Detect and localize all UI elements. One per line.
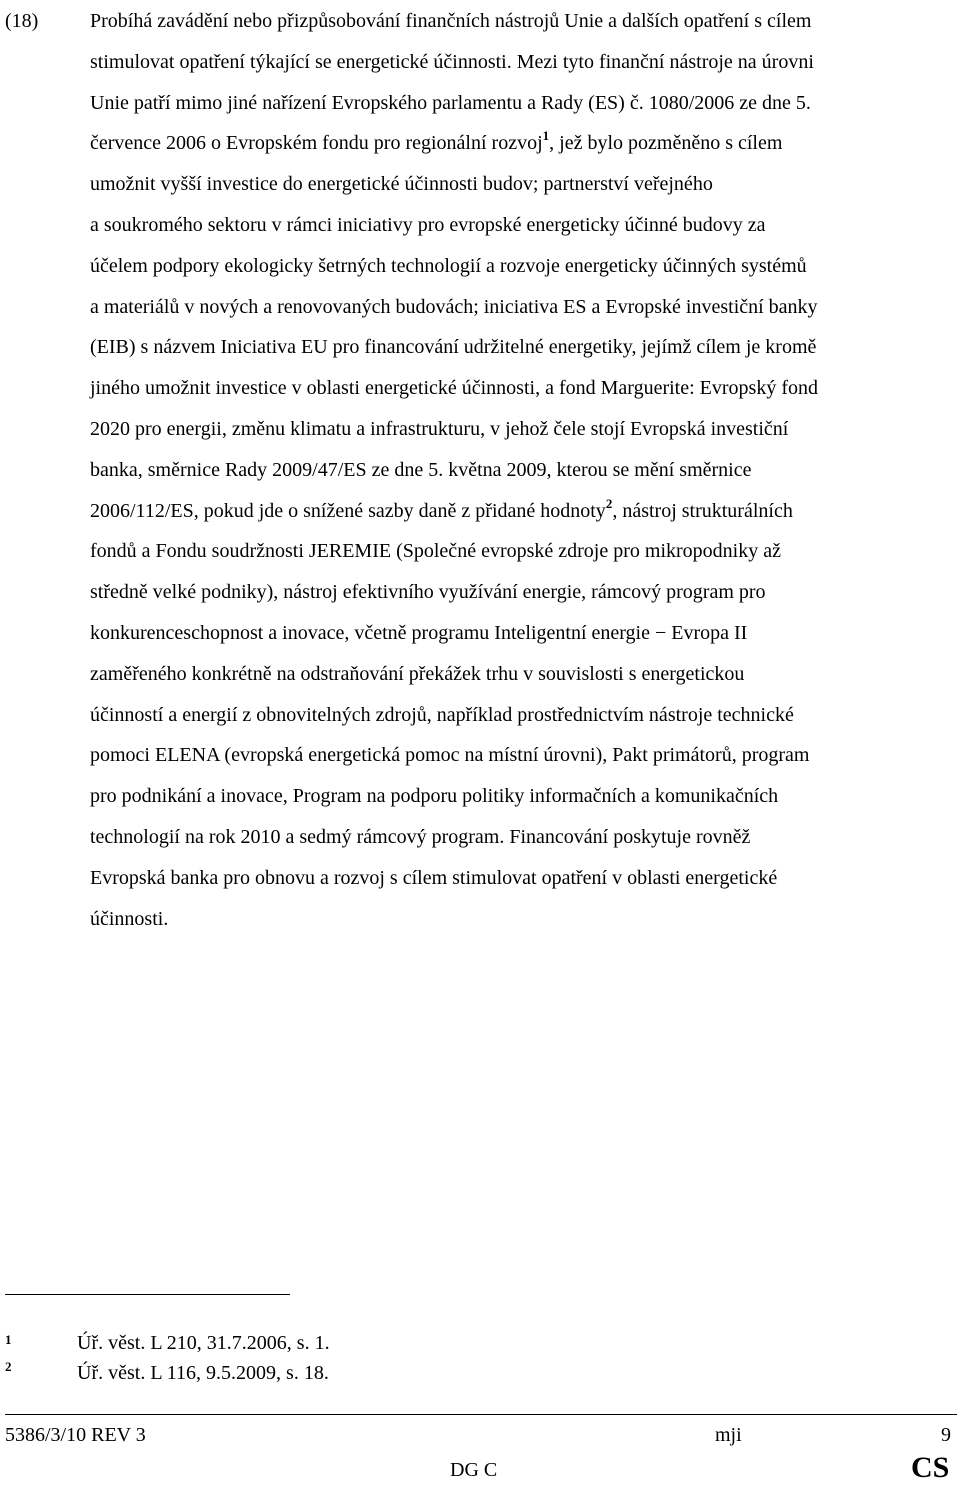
author-initials: mji [715, 1424, 742, 1446]
paragraph-line-tail: , jež bylo pozměněno s cílem [549, 132, 783, 155]
paragraph-line: středně velké podniky), nástroj efektivního využívání energie, rámcový program pro [90, 581, 766, 604]
paragraph-line-text: července 2006 o Evropském fondu pro regionální rozvoj [90, 132, 543, 155]
page-number: 9 [941, 1424, 951, 1446]
paragraph-line: Evropská banka pro obnovu a rozvoj s cílem stimulovat opatření v oblasti energetické [90, 866, 778, 889]
footnote-mark: 1 [5, 1332, 12, 1347]
paragraph-line: fondů a Fondu soudržnosti JEREMIE (Společné evropské zdroje pro mikropodniky až [90, 540, 781, 563]
directorate-general: DG C [450, 1459, 498, 1481]
paragraph-line: 2020 pro energii, změnu klimatu a infrastrukturu, v jehož čele stojí Evropská investiční [90, 417, 789, 440]
paragraph-line: Probíhá zavádění nebo přizpůsobování finančních nástrojů Unie a dalších opatření s cílem [90, 10, 812, 32]
paragraph-line: a soukromého sektoru v rámci iniciativy pro evropské energeticky účinné budovy za [90, 213, 766, 236]
paragraph-line: stimulovat opatření týkající se energetické účinnosti. Mezi tyto finanční nástroje na úrovni [90, 50, 814, 73]
paragraph-line [90, 123, 952, 164]
paragraph-number: (18) [5, 10, 39, 32]
paragraph-line: pomoci ELENA (evropská energetická pomoc na místní úrovni), Pakt primátorů, program [90, 744, 810, 767]
footnote-1 [0, 1331, 960, 1355]
paragraph-line: (EIB) s názvem Iniciativa EU pro financování udržitelné energetiky, jejímž cílem je kromě [90, 336, 817, 359]
paragraph-line: účinností a energií z obnovitelných zdrojů, například prostřednictvím nástroje technické [90, 703, 794, 726]
paragraph-line: banka, směrnice Rady 2009/47/ES ze dne 5. května 2009, kterou se mění směrnice [90, 458, 752, 481]
paragraph-line: Unie patří mimo jiné nařízení Evropského parlamentu a Rady (ES) č. 1080/2006 ze dne 5. [90, 91, 811, 114]
language-code: CS [911, 1451, 950, 1484]
footnote-text: Úř. věst. L 116, 9.5.2009, s. 18. [77, 1362, 329, 1384]
footnote-mark: 2 [5, 1359, 12, 1374]
document-reference: 5386/3/10 REV 3 [5, 1424, 146, 1446]
paragraph-line: umožnit vyšší investice do energetické účinnosti budov; partnerství veřejného [90, 173, 713, 196]
paragraph-line-text: 2006/112/ES, pokud jde o snížené sazby daně z přidané hodnoty [90, 499, 606, 522]
paragraph-line: jiného umožnit investice v oblasti energetické účinnosti, a fond Marguerite: Evropský fond [90, 377, 818, 400]
paragraph-line: a materiálů v nových a renovovaných budovách; iniciativa ES a Evropské investiční banky [90, 295, 818, 318]
footer-separator [5, 1414, 957, 1415]
paragraph-line: pro podnikání a inovace, Program na podporu politiky informačních a komunikačních [90, 785, 779, 808]
paragraph-line: zaměřeného konkrétně na odstraňování překážek trhu v souvislosti s energetickou [90, 662, 745, 685]
paragraph-line: technologií na rok 2010 a sedmý rámcový program. Financování poskytuje rovněž [90, 825, 751, 848]
footnote-reference-1[interactable]: 1 [542, 128, 550, 144]
footnote-text: Úř. věst. L 210, 31.7.2006, s. 1. [77, 1332, 330, 1354]
paragraph-line: konkurenceschopnost a inovace, včetně programu Inteligentní energie − Evropa II [90, 621, 748, 644]
footnote-2 [0, 1361, 960, 1385]
footnote-separator [5, 1294, 290, 1295]
paragraph-line [90, 491, 952, 532]
paragraph-line: účinnosti. [90, 907, 169, 930]
paragraph-line: účelem podpory ekologicky šetrných technologií a rozvoje energeticky účinných systémů [90, 254, 807, 277]
paragraph-line-tail: , nástroj strukturálních [612, 499, 793, 522]
paragraph-body [90, 1, 952, 939]
footnote-reference-2[interactable]: 2 [605, 495, 613, 511]
